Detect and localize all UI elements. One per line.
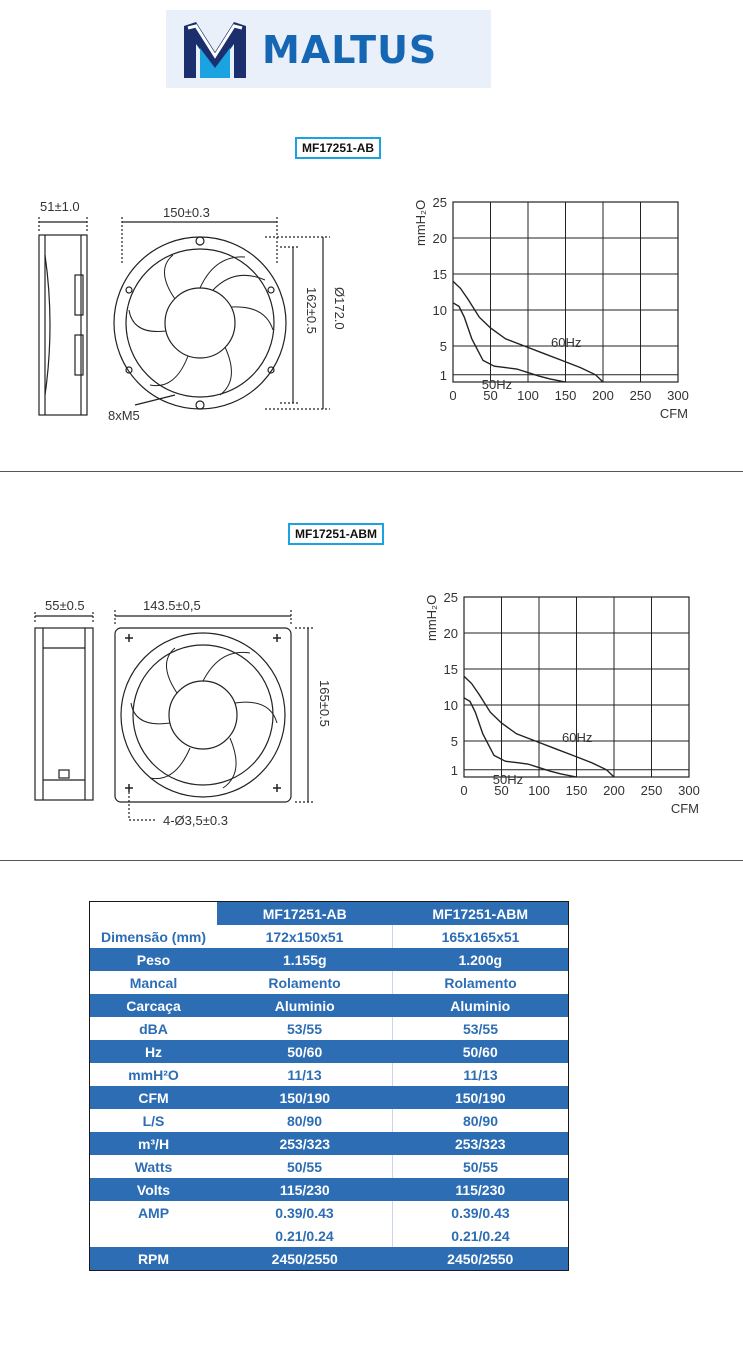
fan-outer-ring <box>114 237 286 409</box>
table-cell: 2450/2550 <box>217 1247 393 1270</box>
table-cell: 53/55 <box>217 1017 393 1040</box>
fan-outer-ring <box>121 633 285 797</box>
table-cell: 0.21/0.24 <box>217 1224 393 1247</box>
table-cell: 150/190 <box>393 1086 569 1109</box>
table-row <box>90 925 568 948</box>
table-cell: Peso <box>90 948 217 971</box>
model-label-ab: MF17251-AB <box>295 137 381 159</box>
fan-hub <box>169 681 237 749</box>
side-view-frame <box>35 628 93 800</box>
fan-drawing-abm <box>25 598 355 833</box>
table-cell: Rolamento <box>217 971 393 994</box>
series-label: 60Hz <box>562 730 593 746</box>
table-cell: 80/90 <box>393 1109 569 1132</box>
section-divider-1 <box>0 471 743 472</box>
table-cell: 1.155g <box>217 948 393 971</box>
x-tick-label: 300 <box>667 388 689 403</box>
table-cell: Aluminio <box>393 994 569 1017</box>
table-cell: 115/230 <box>393 1178 569 1201</box>
table-cell: 253/323 <box>217 1132 393 1155</box>
table-cell: 253/323 <box>393 1132 569 1155</box>
table-cell: 11/13 <box>393 1063 569 1086</box>
table-cell: 0.21/0.24 <box>393 1224 569 1247</box>
table-row <box>90 1086 568 1109</box>
x-tick-label: 100 <box>517 388 539 403</box>
x-tick-label: 200 <box>603 783 625 798</box>
dim-depth: 55±0.5 <box>45 598 85 613</box>
table-cell: Mancal <box>90 971 217 994</box>
y-tick-label: 20 <box>443 626 458 641</box>
y-tick-label: 5 <box>439 339 447 354</box>
x-tick-label: 150 <box>554 388 577 403</box>
x-tick-label: 50 <box>483 388 498 403</box>
table-row <box>90 1017 568 1040</box>
table-cell: 165x165x51 <box>393 925 569 948</box>
table-cell: 172x150x51 <box>217 925 393 948</box>
table-cell: Rolamento <box>393 971 569 994</box>
y-tick-label: 10 <box>432 303 447 318</box>
table-cell: RPM <box>90 1247 217 1270</box>
model-label-abm: MF17251-ABM <box>288 523 384 545</box>
table-cell: m³/H <box>90 1132 217 1155</box>
series-label: 60Hz <box>551 335 582 351</box>
table-cell: 0.39/0.43 <box>393 1201 569 1224</box>
dim-diameter: Ø172.0 <box>332 287 347 330</box>
table-cell: Hz <box>90 1040 217 1063</box>
x-tick-label: 0 <box>460 783 468 798</box>
maltus-m-icon <box>180 18 250 82</box>
y-tick-label: 10 <box>443 698 458 713</box>
table-row <box>90 994 568 1017</box>
x-tick-label: 0 <box>449 388 457 403</box>
table-row <box>90 1247 568 1270</box>
x-tick-label: 150 <box>565 783 588 798</box>
dim-screws: 8xM5 <box>108 408 140 423</box>
table-cell: 0.39/0.43 <box>217 1201 393 1224</box>
table-cell <box>90 1224 217 1247</box>
fan-hub <box>165 288 235 358</box>
x-axis-label: CFM <box>670 801 699 816</box>
y-tick-label: 5 <box>450 734 458 749</box>
table-cell: CFM <box>90 1086 217 1109</box>
dim-width: 150±0.3 <box>163 205 210 220</box>
x-tick-label: 100 <box>528 783 550 798</box>
dim-height: 162±0.5 <box>304 287 319 334</box>
dim-height: 165±0.5 <box>317 680 332 727</box>
fan-drawing-ab <box>25 195 355 430</box>
table-cell: dBA <box>90 1017 217 1040</box>
brand-name: MALTUS <box>262 28 438 72</box>
y-axis-label: mmH₂O <box>413 199 428 246</box>
table-cell: Dimensão (mm) <box>90 925 217 948</box>
table-cell: 50/55 <box>217 1155 393 1178</box>
y-tick-label: 1 <box>439 367 447 383</box>
dim-holes: 4-Ø3,5±0.3 <box>163 813 228 828</box>
section-divider-2 <box>0 860 743 861</box>
table-cell: 115/230 <box>217 1178 393 1201</box>
y-tick-label: 25 <box>443 590 458 605</box>
table-cell: 50/55 <box>393 1155 569 1178</box>
table-row <box>90 971 568 994</box>
table-row <box>90 1155 568 1178</box>
series-line-50hz <box>453 303 566 382</box>
table-row <box>90 948 568 971</box>
table-row <box>90 1063 568 1086</box>
table-cell: L/S <box>90 1109 217 1132</box>
table-header-cell: MF17251-ABM <box>393 902 569 925</box>
series-label: 50Hz <box>492 772 524 788</box>
table-header-cell <box>90 902 217 925</box>
y-tick-label: 25 <box>432 195 447 210</box>
table-cell: 2450/2550 <box>393 1247 569 1270</box>
x-tick-label: 250 <box>629 388 652 403</box>
table-cell: 80/90 <box>217 1109 393 1132</box>
table-cell: AMP <box>90 1201 217 1224</box>
spec-table <box>90 902 568 1270</box>
x-tick-label: 50 <box>494 783 509 798</box>
table-cell: 11/13 <box>217 1063 393 1086</box>
table-cell: Watts <box>90 1155 217 1178</box>
y-tick-label: 15 <box>443 662 458 677</box>
table-cell: 50/60 <box>217 1040 393 1063</box>
table-cell: 50/60 <box>393 1040 569 1063</box>
table-cell: 1.200g <box>393 948 569 971</box>
table-cell: 150/190 <box>217 1086 393 1109</box>
y-tick-label: 20 <box>432 231 447 246</box>
x-axis-label: CFM <box>659 406 688 421</box>
dim-width: 143.5±0,5 <box>143 598 201 613</box>
performance-chart-abm <box>416 585 716 825</box>
table-cell: 53/55 <box>393 1017 569 1040</box>
table-header-row <box>90 902 568 925</box>
y-tick-label: 1 <box>450 762 458 778</box>
table-row <box>90 1201 568 1224</box>
table-header-cell: MF17251-AB <box>217 902 393 925</box>
y-tick-label: 15 <box>432 267 447 282</box>
dim-depth: 51±1.0 <box>40 199 80 214</box>
performance-chart-ab <box>405 190 705 430</box>
y-axis-label: mmH₂O <box>424 594 439 641</box>
series-line-50hz <box>464 698 577 777</box>
fan-square-frame <box>115 628 291 802</box>
table-row <box>90 1224 568 1247</box>
table-cell: Aluminio <box>217 994 393 1017</box>
table-row <box>90 1132 568 1155</box>
x-tick-label: 200 <box>592 388 614 403</box>
x-tick-label: 250 <box>640 783 663 798</box>
table-row <box>90 1109 568 1132</box>
table-row <box>90 1178 568 1201</box>
table-cell: Volts <box>90 1178 217 1201</box>
x-tick-label: 300 <box>678 783 700 798</box>
table-cell: mmH²O <box>90 1063 217 1086</box>
series-label: 50Hz <box>481 377 513 393</box>
table-row <box>90 1040 568 1063</box>
table-cell: Carcaça <box>90 994 217 1017</box>
